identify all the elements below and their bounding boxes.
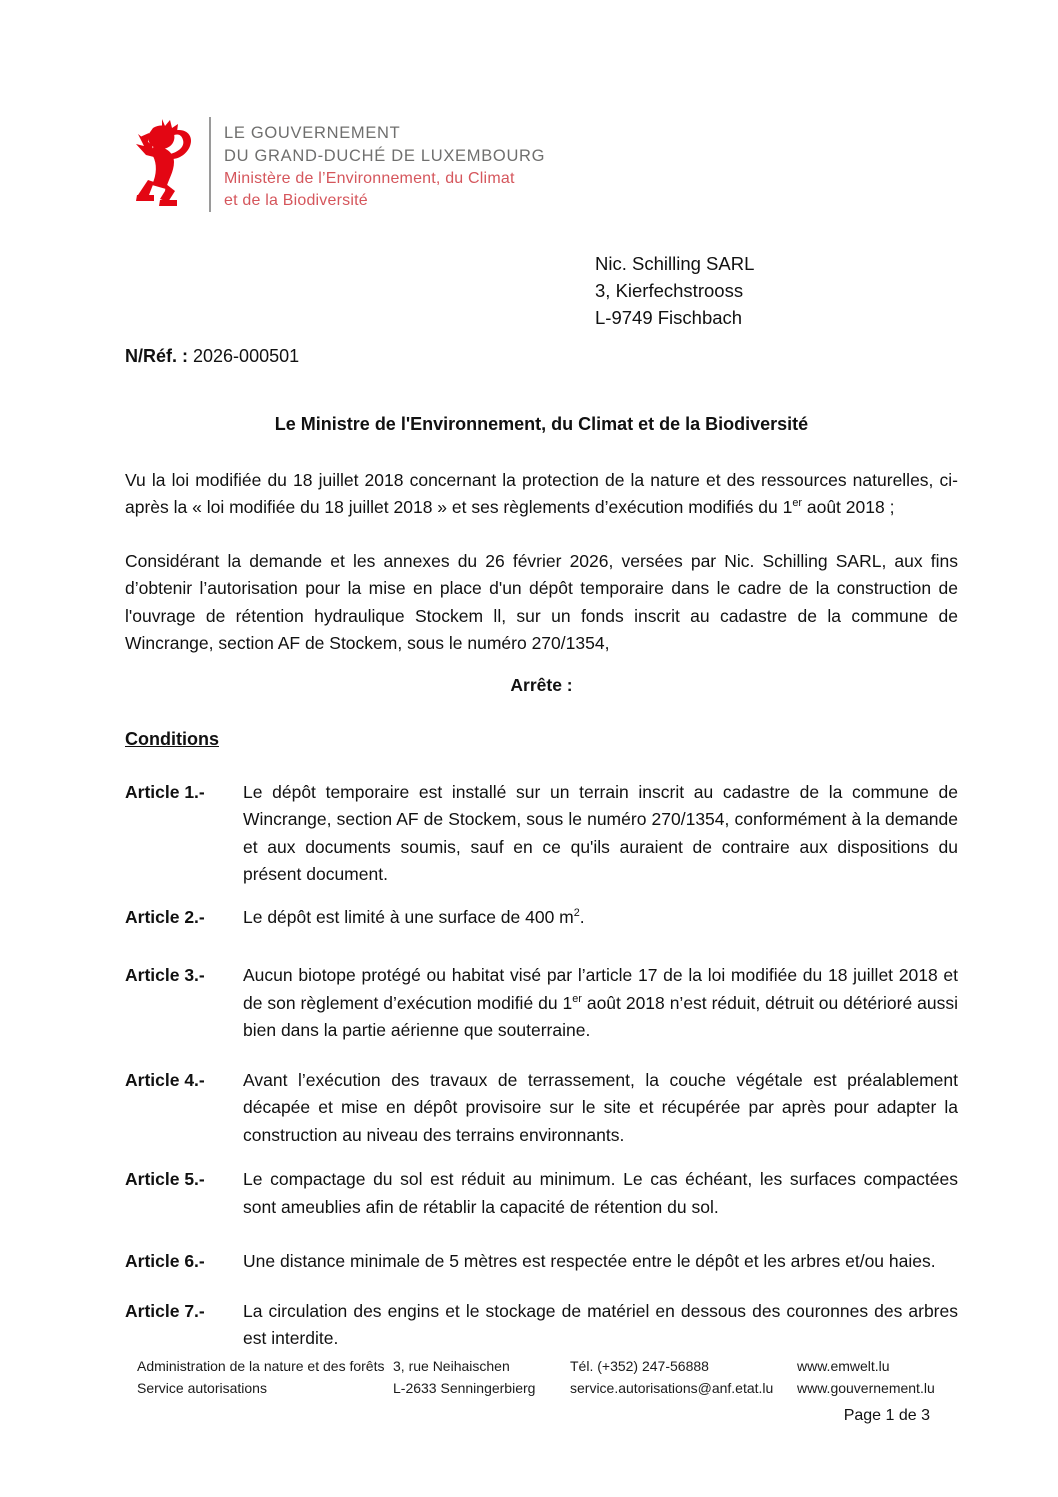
footer-website: www.gouvernement.lu [797, 1380, 935, 1396]
superscript: er [792, 497, 802, 510]
article-text [243, 779, 958, 889]
letterhead-text [224, 117, 545, 212]
arrete-heading: Arrête : [510, 674, 573, 695]
article-label: Article 1.- [125, 781, 205, 802]
article-label: Article 4.- [125, 1069, 205, 1090]
footer-address [393, 1355, 570, 1399]
reference-label: N/Réf. : [125, 346, 188, 366]
luxembourg-lion-icon [135, 117, 197, 207]
reference-value: 2026-000501 [193, 346, 300, 366]
footer-website: www.emwelt.lu [797, 1358, 890, 1374]
recipient-address [595, 250, 754, 331]
article-5 [125, 1166, 958, 1221]
footer-line: Administration de la nature et des forêts [137, 1358, 385, 1374]
article-3 [125, 962, 958, 1045]
article-text-part: Avant l’exécution des travaux de terrassement, la couche végétale est préalablement décapée et mise en dépôt provisoire sur le site et récupérée par après pour adapter la construction au niveau des terrains environnants. [243, 1069, 958, 1145]
letterhead-divider [209, 117, 211, 212]
footer-line: L-2633 Senningerbierg [393, 1380, 536, 1396]
footer-administration [137, 1355, 393, 1399]
article-text [243, 1067, 958, 1150]
article-4 [125, 1067, 958, 1150]
article-text-part: Une distance minimale de 5 mètres est respectée entre le dépôt et les arbres et/ou haies. [243, 1251, 936, 1271]
article-text-part: . [579, 906, 585, 927]
footer-line: 3, rue Neihaischen [393, 1358, 510, 1374]
article-2 [125, 904, 958, 932]
paragraph-vu [125, 467, 958, 522]
article-label: Article 2.- [125, 906, 205, 927]
footer-contact [570, 1355, 797, 1399]
recipient-street: 3, Kierfechstrooss [595, 280, 744, 301]
article-6 [125, 1248, 958, 1276]
article-text-part: Le dépôt temporaire est installé sur un terrain inscrit au cadastre de la commune de Wincrange, section AF de Stockem, sous le numéro 270/1354, conformément à la demande et aux documents soumis, sauf en ce qu'ils auraient de contraire aux dispositions du présent document. [243, 781, 958, 884]
article-text [243, 1166, 958, 1221]
government-line-1: LE GOUVERNEMENT [224, 124, 401, 142]
document-title: Le Ministre de l'Environnement, du Climat et de la Biodiversité [274, 414, 809, 434]
footer-line: Service autorisations [137, 1380, 267, 1396]
ministry-line-1: Ministère de l’Environnement, du Climat [224, 170, 515, 187]
article-text-part: Le dépôt est limité à une surface de 400 m [243, 906, 574, 927]
article-text [243, 962, 958, 1045]
article-text-part: Aucun biotope protégé ou habitat visé par l’article 17 de la loi modifiée du 18 juillet 2018 et de son règlement d’exécution modifié du 1 [243, 965, 958, 1013]
superscript: er [572, 992, 582, 1005]
article-text-part: La circulation des engins et le stockage de matériel en dessous des couronnes des arbres est interdite. [243, 1300, 958, 1348]
article-label: Article 3.- [125, 965, 205, 985]
superscript: 2 [573, 906, 580, 919]
ministry-line-2: et de la Biodiversité [224, 192, 368, 209]
article-text-part: août 2018 n’est réduit, détruit ou détérioré aussi bien dans la partie aérienne que souterraine. [243, 992, 958, 1040]
article-text [243, 904, 958, 932]
government-line-2: DU GRAND-DUCHÉ DE LUXEMBOURG [224, 147, 546, 165]
footer [137, 1355, 935, 1399]
article-text-part: Le compactage du sol est réduit au minimum. Le cas échéant, les surfaces compactées sont ameublies afin de rétablir la capacité de rétention du sol. [243, 1169, 958, 1217]
article-7 [125, 1298, 958, 1353]
conditions-heading: Conditions [125, 729, 219, 749]
paragraph-text-part: Vu la loi modifiée du 18 juillet 2018 concernant la protection de la nature et des ressources naturelles, ci-après la « loi modifiée du 18 juillet 2018 » et ses règlements d’exécution modifiés du 1 [125, 469, 958, 517]
page-number: Page 1 de 3 [843, 1407, 930, 1424]
reference-line [125, 346, 299, 367]
article-1 [125, 779, 958, 889]
document-body [125, 411, 958, 1353]
article-text [243, 1298, 958, 1353]
recipient-name: Nic. Schilling SARL [595, 253, 755, 274]
article-label: Article 6.- [125, 1251, 205, 1271]
article-label: Article 7.- [125, 1300, 205, 1321]
paragraph-text-part: août 2018 ; [802, 497, 895, 517]
article-text [243, 1248, 958, 1276]
footer-phone: Tél. (+352) 247-56888 [570, 1358, 709, 1374]
footer-email: service.autorisations@anf.etat.lu [570, 1380, 774, 1396]
letterhead [135, 117, 545, 212]
footer-websites [797, 1355, 935, 1399]
recipient-city: L-9749 Fischbach [595, 307, 743, 328]
articles-list [125, 779, 958, 1353]
article-label: Article 5.- [125, 1169, 205, 1189]
paragraph-considerant: Considérant la demande et les annexes du 26 février 2026, versées par Nic. Schilling SARL, aux fins d’obtenir l’autorisation pour la mise en place d'un dépôt temporaire dans le cadre de la construction de l'ouvrage de rétention hydraulique Stockem ll, sur un fonds inscrit au cadastre de la commune de Wincrange, section AF de Stockem, sous le numéro 270/1354, [125, 550, 958, 653]
